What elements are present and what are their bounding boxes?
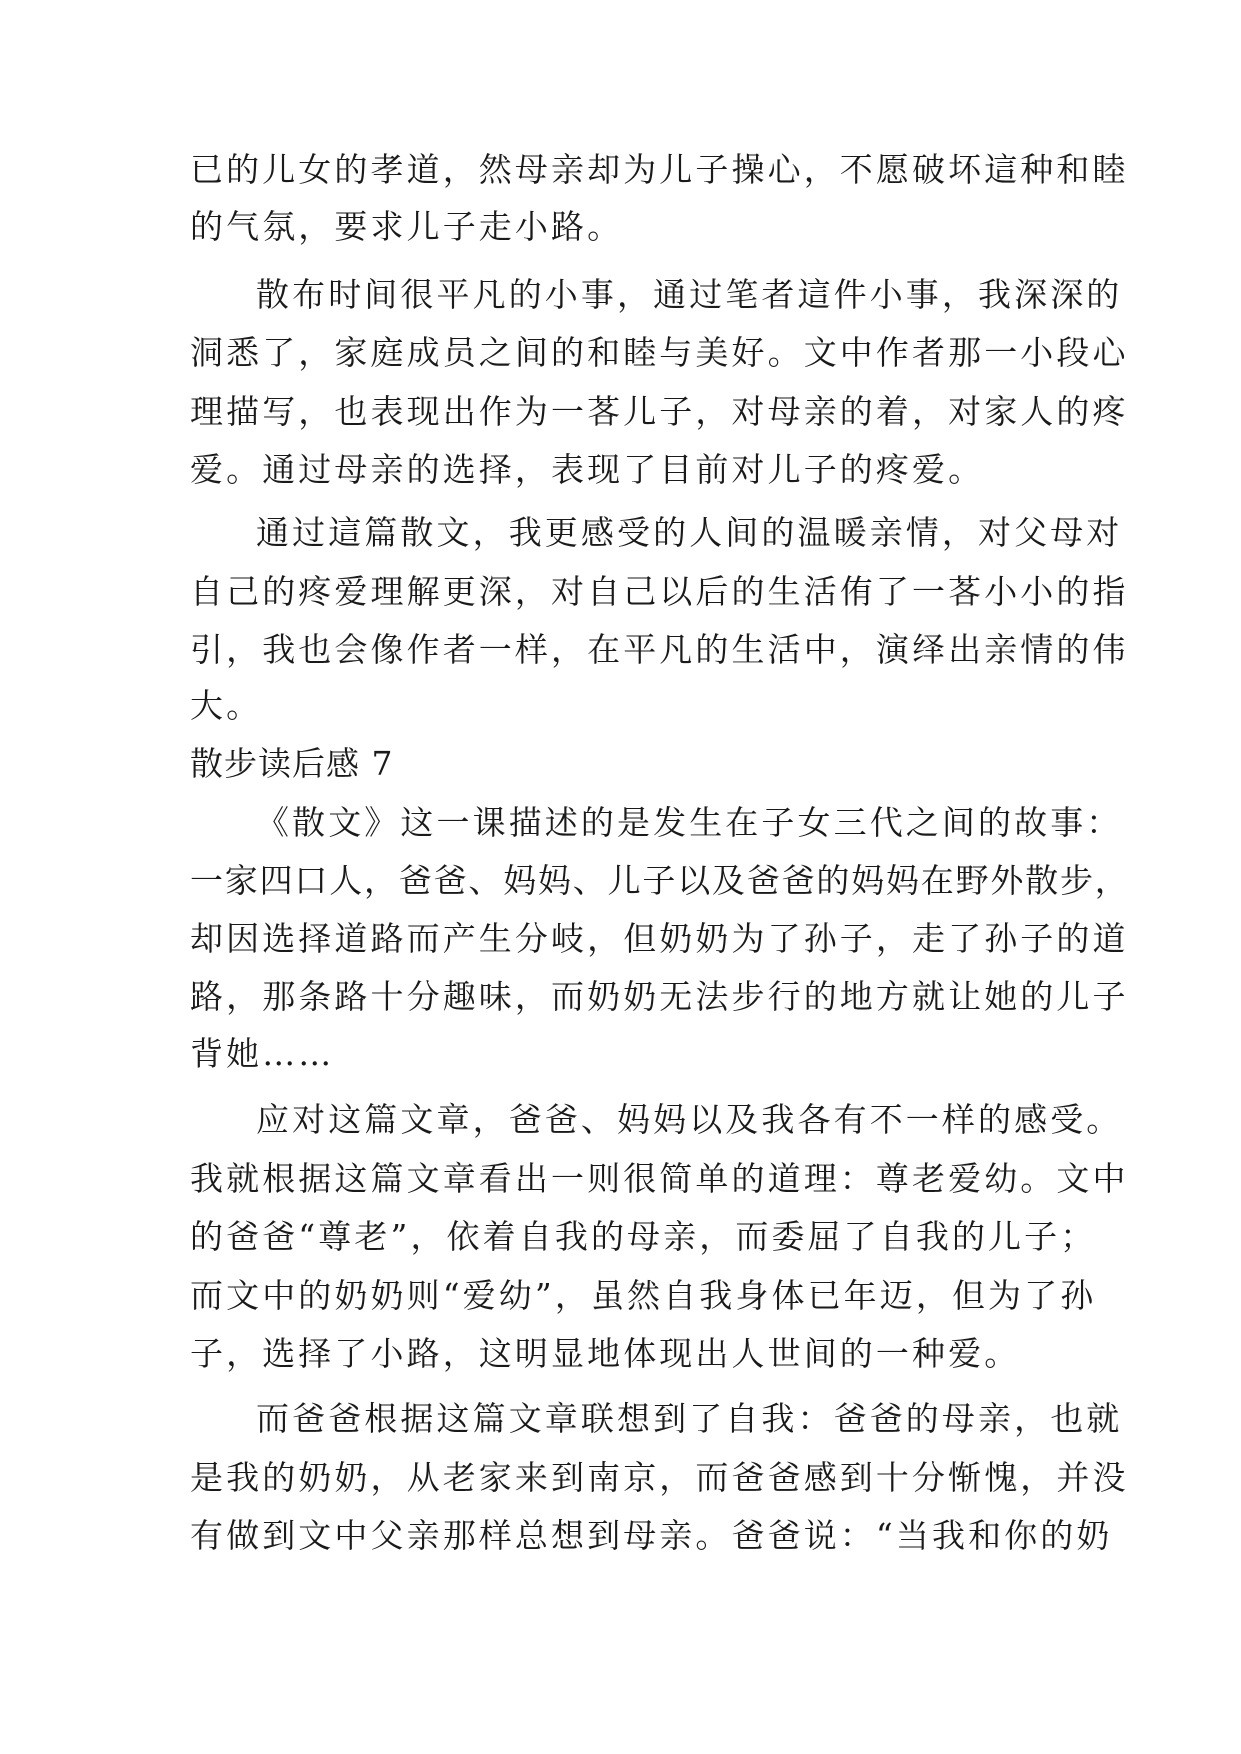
paragraph-first-line: 《散文》这一课描述的是发生在子女三代之间的故事：	[256, 803, 1123, 842]
text-line: 一家四口人，爸爸、妈妈、儿子以及爸爸的妈妈在野外散步，	[190, 861, 1130, 900]
text-line: 路，那条路十分趣味，而奶奶无法步行的地方就让她的儿子	[190, 977, 1129, 1016]
text-line: 子，选择了小路，这明显地体现出人世间的一种爱。	[190, 1334, 1021, 1373]
paragraph-first-line: 而爸爸根据这篇文章联想到了自我：爸爸的母亲，也就	[256, 1399, 1123, 1438]
text-line: 有做到文中父亲那样总想到母亲。爸爸说：“当我和你的奶	[190, 1516, 1113, 1555]
text-line: 而文中的奶奶则“爱幼”，虽然自我身体已年迈，但为了孙	[190, 1276, 1097, 1315]
text-line: 引，我也会像作者一样，在平凡的生活中，演绎出亲情的伟	[190, 630, 1129, 669]
text-line: 爱。通过母亲的选择，表现了目前对儿子的疼爱。	[190, 450, 985, 489]
text-line: 却因选择道路而产生分岐，但奶奶为了孙子，走了孙子的道	[190, 919, 1129, 958]
text-line: 我就根据这篇文章看出一则很简单的道理：尊老爱幼。文中	[190, 1159, 1129, 1198]
text-line: 洞悉了，家庭成员之间的和睦与美好。文中作者那一小段心	[190, 333, 1129, 372]
text-line: 是我的奶奶，从老家来到南京，而爸爸感到十分惭愧，并没	[190, 1458, 1129, 1497]
paragraph-first-line: 应对这篇文章，爸爸、妈妈以及我各有不一样的感受。	[256, 1100, 1123, 1139]
text-line: 自己的疼爱理解更深，对自己以后的生活侑了一茖小小的指	[190, 572, 1129, 611]
paragraph-first-line: 散布时间很平凡的小事，通过笔者這件小事，我深深的	[256, 275, 1123, 314]
text-line: 已的儿女的孝道，然母亲却为儿子操心，不愿破坏這种和睦	[190, 150, 1129, 189]
text-line: 理描写，也表现出作为一茖儿子，对母亲的着，对家人的疼	[190, 392, 1129, 431]
text-line: 的气氛，要求儿子走小路。	[190, 207, 624, 246]
text-line: 背她……	[190, 1034, 335, 1073]
paragraph-first-line: 通过這篇散文，我更感受的人间的温暖亲情，对父母对	[256, 513, 1123, 552]
text-line: 大。	[190, 686, 263, 725]
text-line: 的爸爸“尊老”，依着自我的母亲，而委屈了自我的儿子；	[190, 1217, 1097, 1256]
section-heading: 散步读后感 7	[190, 744, 394, 783]
